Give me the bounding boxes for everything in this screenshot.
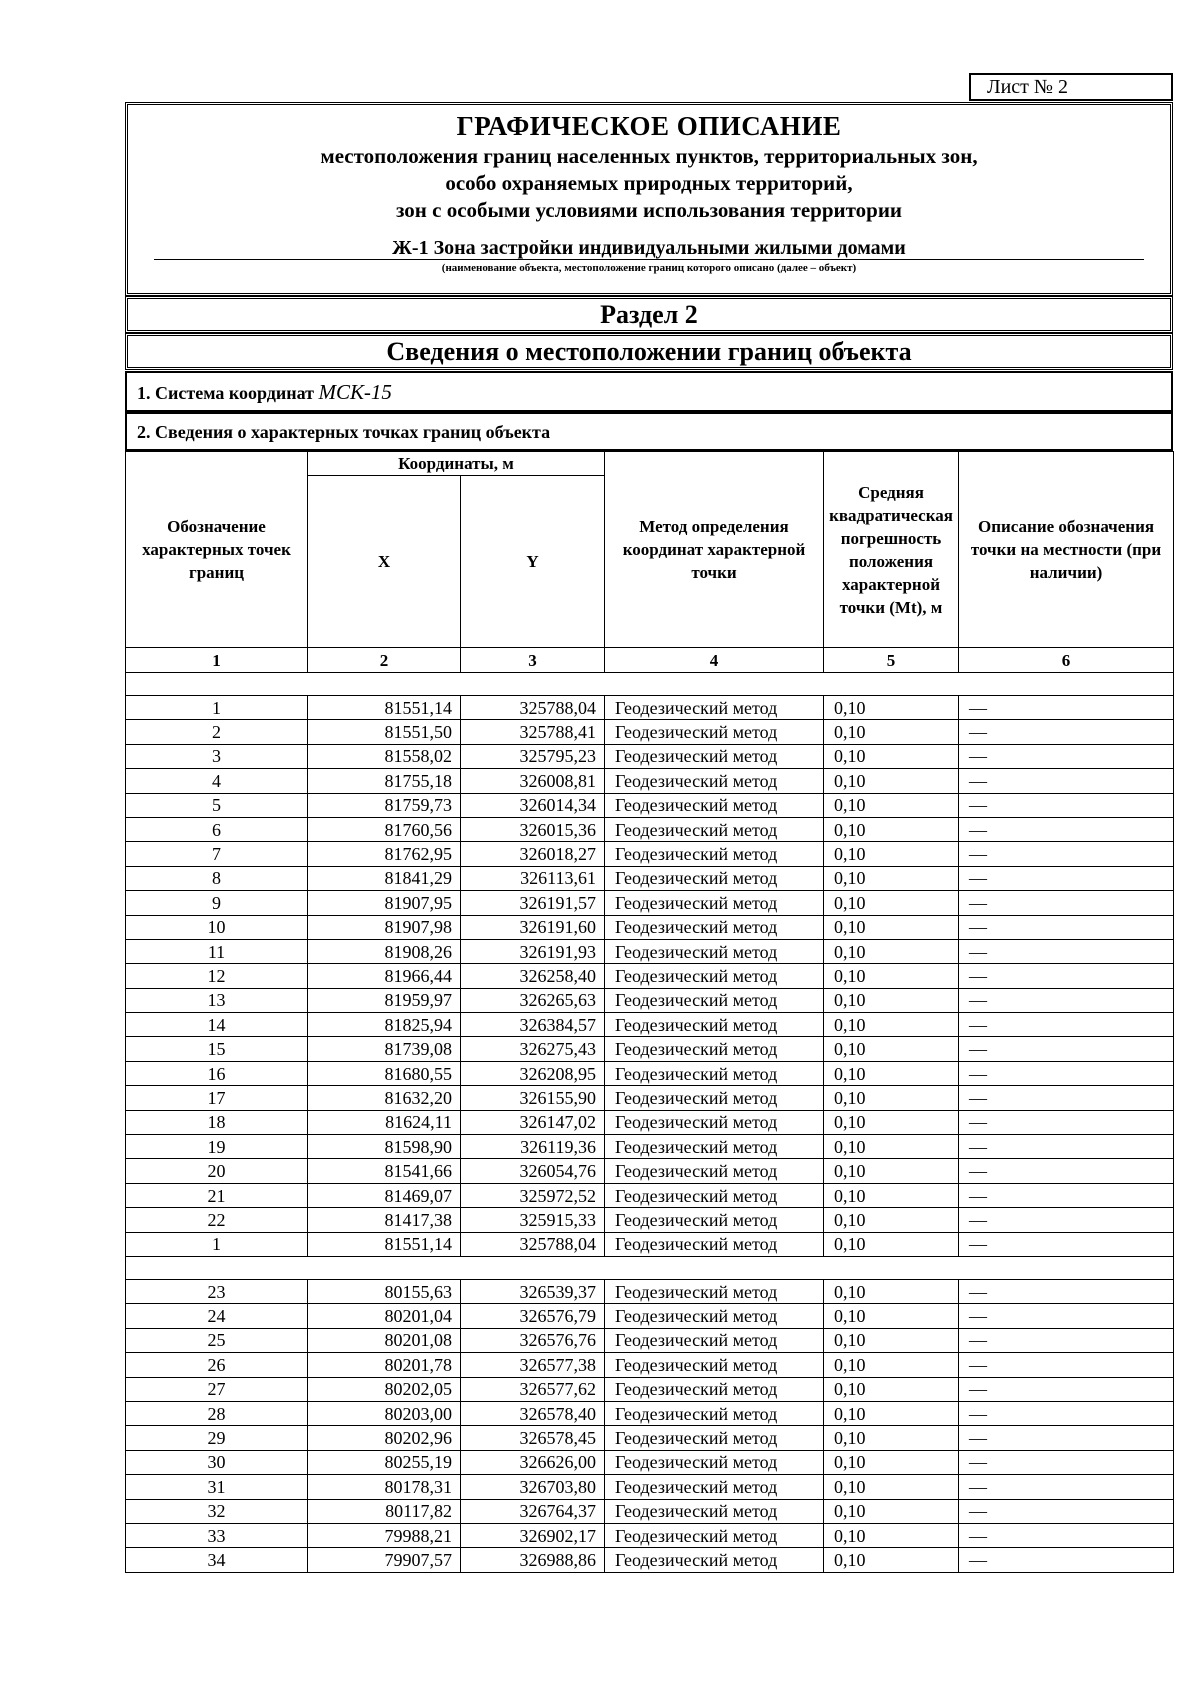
table-row: [126, 1377, 1174, 1401]
y-coordinate-cell: 326008,81: [461, 769, 605, 793]
header-description: Описание обозначения точки на местности (при наличии): [959, 452, 1174, 648]
error-cell: 0,10: [824, 1037, 959, 1061]
point-number-cell: 17: [126, 1086, 308, 1110]
point-number-cell: 4: [126, 769, 308, 793]
subtitle-line-3: зон с особыми условиями использования территории: [395, 198, 903, 222]
point-number-cell: 7: [126, 842, 308, 866]
x-coordinate-cell: 81551,14: [308, 1232, 461, 1256]
y-coordinate-cell: 326015,36: [461, 817, 605, 841]
table-row: [126, 1328, 1174, 1352]
table-row: [126, 696, 1174, 720]
method-cell: Геодезический метод: [605, 842, 824, 866]
column-number: 6: [959, 648, 1174, 673]
table-row: [126, 1475, 1174, 1499]
y-coordinate-cell: 326155,90: [461, 1086, 605, 1110]
method-cell: Геодезический метод: [605, 915, 824, 939]
point-number-cell: 1: [126, 696, 308, 720]
x-coordinate-cell: 81469,07: [308, 1183, 461, 1207]
y-coordinate-cell: 326764,37: [461, 1499, 605, 1523]
document-title: ГРАФИЧЕСКОЕ ОПИСАНИЕ: [456, 111, 842, 141]
table-row: [126, 1159, 1174, 1183]
error-cell: 0,10: [824, 1061, 959, 1085]
table-row: [126, 891, 1174, 915]
point-number-cell: 25: [126, 1328, 308, 1352]
column-number: 2: [308, 648, 461, 673]
subtitle-line-2: особо охраняемых природных территорий,: [445, 171, 853, 195]
column-number: 5: [824, 648, 959, 673]
x-coordinate-cell: 81680,55: [308, 1061, 461, 1085]
y-coordinate-cell: 326577,62: [461, 1377, 605, 1401]
x-coordinate-cell: 80203,00: [308, 1401, 461, 1425]
method-cell: Геодезический метод: [605, 1086, 824, 1110]
method-cell: Геодезический метод: [605, 1183, 824, 1207]
point-number-cell: 9: [126, 891, 308, 915]
description-cell: —: [959, 720, 1174, 744]
point-number-cell: 1: [126, 1232, 308, 1256]
table-row: [126, 817, 1174, 841]
x-coordinate-cell: 81551,14: [308, 696, 461, 720]
table-row: [126, 1548, 1174, 1572]
method-cell: Геодезический метод: [605, 744, 824, 768]
group-separator-cell: [126, 673, 1174, 696]
point-number-cell: 24: [126, 1304, 308, 1328]
method-cell: Геодезический метод: [605, 1499, 824, 1523]
y-coordinate-cell: 326626,00: [461, 1450, 605, 1474]
description-cell: —: [959, 842, 1174, 866]
y-coordinate-cell: 325788,41: [461, 720, 605, 744]
method-cell: Геодезический метод: [605, 964, 824, 988]
description-cell: —: [959, 891, 1174, 915]
y-coordinate-cell: 326147,02: [461, 1110, 605, 1134]
y-coordinate-cell: 326539,37: [461, 1279, 605, 1303]
header-x: X: [308, 476, 461, 648]
description-cell: —: [959, 1401, 1174, 1425]
y-coordinate-cell: 325972,52: [461, 1183, 605, 1207]
error-cell: 0,10: [824, 817, 959, 841]
point-number-cell: 11: [126, 939, 308, 963]
header-y: Y: [461, 476, 605, 648]
error-cell: 0,10: [824, 1328, 959, 1352]
point-number-cell: 15: [126, 1037, 308, 1061]
method-cell: Геодезический метод: [605, 1328, 824, 1352]
method-cell: Геодезический метод: [605, 1401, 824, 1425]
error-cell: 0,10: [824, 988, 959, 1012]
y-coordinate-cell: 325788,04: [461, 696, 605, 720]
x-coordinate-cell: 80117,82: [308, 1499, 461, 1523]
error-cell: 0,10: [824, 1353, 959, 1377]
x-coordinate-cell: 80201,78: [308, 1353, 461, 1377]
error-cell: 0,10: [824, 866, 959, 890]
x-coordinate-cell: 81755,18: [308, 769, 461, 793]
point-number-cell: 34: [126, 1548, 308, 1572]
y-coordinate-cell: 326384,57: [461, 1013, 605, 1037]
y-coordinate-cell: 326208,95: [461, 1061, 605, 1085]
x-coordinate-cell: 80255,19: [308, 1450, 461, 1474]
table-row: [126, 793, 1174, 817]
method-cell: Геодезический метод: [605, 769, 824, 793]
x-coordinate-cell: 79907,57: [308, 1548, 461, 1572]
description-cell: —: [959, 939, 1174, 963]
error-cell: 0,10: [824, 769, 959, 793]
x-coordinate-cell: 80202,05: [308, 1377, 461, 1401]
method-cell: Геодезический метод: [605, 1208, 824, 1232]
table-row: [126, 1013, 1174, 1037]
error-cell: 0,10: [824, 1499, 959, 1523]
x-coordinate-cell: 79988,21: [308, 1523, 461, 1547]
point-number-cell: 2: [126, 720, 308, 744]
sheet-number: Лист № 2: [969, 73, 1173, 101]
group-separator-row: [126, 673, 1174, 696]
y-coordinate-cell: 326576,76: [461, 1328, 605, 1352]
header-coords: Координаты, м: [308, 452, 605, 476]
table-row: [126, 939, 1174, 963]
x-coordinate-cell: 81417,38: [308, 1208, 461, 1232]
table-row: [126, 769, 1174, 793]
error-cell: 0,10: [824, 915, 959, 939]
error-cell: 0,10: [824, 1377, 959, 1401]
error-cell: 0,10: [824, 1401, 959, 1425]
column-number: 3: [461, 648, 605, 673]
x-coordinate-cell: 81959,97: [308, 988, 461, 1012]
x-coordinate-cell: 81841,29: [308, 866, 461, 890]
error-cell: 0,10: [824, 1475, 959, 1499]
document-header: [125, 102, 1173, 296]
table-row: [126, 866, 1174, 890]
column-number: 4: [605, 648, 824, 673]
table-row: [126, 1304, 1174, 1328]
method-cell: Геодезический метод: [605, 1377, 824, 1401]
table-row: [126, 1061, 1174, 1085]
error-cell: 0,10: [824, 696, 959, 720]
description-cell: —: [959, 1377, 1174, 1401]
coordinate-system-label: 1. Система координат: [137, 383, 314, 403]
coordinate-system-row: [125, 371, 1173, 412]
error-cell: 0,10: [824, 1548, 959, 1572]
point-number-cell: 5: [126, 793, 308, 817]
error-cell: 0,10: [824, 891, 959, 915]
method-cell: Геодезический метод: [605, 891, 824, 915]
point-number-cell: 21: [126, 1183, 308, 1207]
method-cell: Геодезический метод: [605, 720, 824, 744]
table-row: [126, 720, 1174, 744]
object-note: (наименование объекта, местоположение границ которого описано (далее – объект): [441, 262, 857, 274]
x-coordinate-cell: 81551,50: [308, 720, 461, 744]
x-coordinate-cell: 80178,31: [308, 1475, 461, 1499]
error-cell: 0,10: [824, 793, 959, 817]
table-row: [126, 744, 1174, 768]
point-number-cell: 8: [126, 866, 308, 890]
point-number-cell: 13: [126, 988, 308, 1012]
y-coordinate-cell: 326265,63: [461, 988, 605, 1012]
description-cell: —: [959, 817, 1174, 841]
x-coordinate-cell: 81558,02: [308, 744, 461, 768]
point-number-cell: 23: [126, 1279, 308, 1303]
table-row: [126, 1086, 1174, 1110]
method-cell: Геодезический метод: [605, 793, 824, 817]
description-cell: —: [959, 1208, 1174, 1232]
description-cell: —: [959, 1135, 1174, 1159]
error-cell: 0,10: [824, 1232, 959, 1256]
x-coordinate-cell: 81624,11: [308, 1110, 461, 1134]
table-row: [126, 1450, 1174, 1474]
method-cell: Геодезический метод: [605, 1523, 824, 1547]
error-cell: 0,10: [824, 1304, 959, 1328]
description-cell: —: [959, 988, 1174, 1012]
method-cell: Геодезический метод: [605, 1475, 824, 1499]
method-cell: Геодезический метод: [605, 1548, 824, 1572]
description-cell: —: [959, 793, 1174, 817]
y-coordinate-cell: 326578,45: [461, 1426, 605, 1450]
table-row: [126, 915, 1174, 939]
error-cell: 0,10: [824, 744, 959, 768]
object-name: Ж-1 Зона застройки индивидуальными жилыми домами: [154, 237, 1144, 260]
description-cell: —: [959, 1353, 1174, 1377]
point-number-cell: 31: [126, 1475, 308, 1499]
x-coordinate-cell: 81632,20: [308, 1086, 461, 1110]
method-cell: Геодезический метод: [605, 1110, 824, 1134]
y-coordinate-cell: 326576,79: [461, 1304, 605, 1328]
error-cell: 0,10: [824, 842, 959, 866]
x-coordinate-cell: 81760,56: [308, 817, 461, 841]
description-cell: —: [959, 1037, 1174, 1061]
table-row: [126, 1499, 1174, 1523]
x-coordinate-cell: 81598,90: [308, 1135, 461, 1159]
point-number-cell: 28: [126, 1401, 308, 1425]
error-cell: 0,10: [824, 1135, 959, 1159]
point-number-cell: 3: [126, 744, 308, 768]
y-coordinate-cell: 326191,93: [461, 939, 605, 963]
method-cell: Геодезический метод: [605, 817, 824, 841]
description-cell: —: [959, 1499, 1174, 1523]
header-method: Метод определения координат характерной точки: [605, 452, 824, 648]
error-cell: 0,10: [824, 1279, 959, 1303]
description-cell: —: [959, 1061, 1174, 1085]
point-number-cell: 20: [126, 1159, 308, 1183]
description-cell: —: [959, 1475, 1174, 1499]
y-coordinate-cell: 326577,38: [461, 1353, 605, 1377]
method-cell: Геодезический метод: [605, 1159, 824, 1183]
table-row: [126, 1426, 1174, 1450]
description-cell: —: [959, 1013, 1174, 1037]
point-number-cell: 6: [126, 817, 308, 841]
method-cell: Геодезический метод: [605, 1304, 824, 1328]
y-coordinate-cell: 325795,23: [461, 744, 605, 768]
method-cell: Геодезический метод: [605, 696, 824, 720]
method-cell: Геодезический метод: [605, 866, 824, 890]
x-coordinate-cell: 80201,04: [308, 1304, 461, 1328]
point-number-cell: 16: [126, 1061, 308, 1085]
description-cell: —: [959, 1328, 1174, 1352]
description-cell: —: [959, 1304, 1174, 1328]
description-cell: —: [959, 915, 1174, 939]
error-cell: 0,10: [824, 1183, 959, 1207]
column-number: 1: [126, 648, 308, 673]
description-cell: —: [959, 1183, 1174, 1207]
point-number-cell: 32: [126, 1499, 308, 1523]
x-coordinate-cell: 81907,95: [308, 891, 461, 915]
y-coordinate-cell: 326014,34: [461, 793, 605, 817]
points-table: [125, 451, 1174, 1573]
description-cell: —: [959, 866, 1174, 890]
method-cell: Геодезический метод: [605, 988, 824, 1012]
method-cell: Геодезический метод: [605, 1279, 824, 1303]
point-number-cell: 14: [126, 1013, 308, 1037]
table-row: [126, 1401, 1174, 1425]
description-cell: —: [959, 1110, 1174, 1134]
error-cell: 0,10: [824, 964, 959, 988]
error-cell: 0,10: [824, 1450, 959, 1474]
y-coordinate-cell: 326018,27: [461, 842, 605, 866]
point-number-cell: 12: [126, 964, 308, 988]
error-cell: 0,10: [824, 720, 959, 744]
points-heading: 2. Сведения о характерных точках границ объекта: [125, 412, 1173, 451]
x-coordinate-cell: 80201,08: [308, 1328, 461, 1352]
table-row: [126, 1232, 1174, 1256]
error-cell: 0,10: [824, 1110, 959, 1134]
error-cell: 0,10: [824, 939, 959, 963]
error-cell: 0,10: [824, 1523, 959, 1547]
y-coordinate-cell: 326191,57: [461, 891, 605, 915]
header-point: Обозначение характерных точек границ: [126, 452, 308, 648]
method-cell: Геодезический метод: [605, 1450, 824, 1474]
description-cell: —: [959, 1450, 1174, 1474]
description-cell: —: [959, 1159, 1174, 1183]
error-cell: 0,10: [824, 1159, 959, 1183]
error-cell: 0,10: [824, 1013, 959, 1037]
description-cell: —: [959, 964, 1174, 988]
y-coordinate-cell: 326258,40: [461, 964, 605, 988]
group-separator-cell: [126, 1256, 1174, 1279]
point-number-cell: 18: [126, 1110, 308, 1134]
point-number-cell: 33: [126, 1523, 308, 1547]
method-cell: Геодезический метод: [605, 1135, 824, 1159]
y-coordinate-cell: 325788,04: [461, 1232, 605, 1256]
x-coordinate-cell: 81762,95: [308, 842, 461, 866]
point-number-cell: 26: [126, 1353, 308, 1377]
method-cell: Геодезический метод: [605, 1061, 824, 1085]
y-coordinate-cell: 326113,61: [461, 866, 605, 890]
y-coordinate-cell: 326703,80: [461, 1475, 605, 1499]
method-cell: Геодезический метод: [605, 1353, 824, 1377]
method-cell: Геодезический метод: [605, 1037, 824, 1061]
y-coordinate-cell: 326191,60: [461, 915, 605, 939]
description-cell: —: [959, 696, 1174, 720]
description-cell: —: [959, 744, 1174, 768]
point-number-cell: 30: [126, 1450, 308, 1474]
table-row: [126, 1353, 1174, 1377]
y-coordinate-cell: 326902,17: [461, 1523, 605, 1547]
point-number-cell: 29: [126, 1426, 308, 1450]
error-cell: 0,10: [824, 1208, 959, 1232]
y-coordinate-cell: 326119,36: [461, 1135, 605, 1159]
section-subtitle: Сведения о местоположении границ объекта: [125, 333, 1173, 370]
points-table-body: [126, 673, 1174, 1573]
method-cell: Геодезический метод: [605, 939, 824, 963]
x-coordinate-cell: 81907,98: [308, 915, 461, 939]
table-row: [126, 1523, 1174, 1547]
error-cell: 0,10: [824, 1426, 959, 1450]
description-cell: —: [959, 769, 1174, 793]
table-row: [126, 1110, 1174, 1134]
description-cell: —: [959, 1279, 1174, 1303]
description-cell: —: [959, 1548, 1174, 1572]
y-coordinate-cell: 326054,76: [461, 1159, 605, 1183]
y-coordinate-cell: 326275,43: [461, 1037, 605, 1061]
x-coordinate-cell: 81825,94: [308, 1013, 461, 1037]
error-cell: 0,10: [824, 1086, 959, 1110]
y-coordinate-cell: 326578,40: [461, 1401, 605, 1425]
table-row: [126, 1183, 1174, 1207]
point-number-cell: 22: [126, 1208, 308, 1232]
x-coordinate-cell: 80202,96: [308, 1426, 461, 1450]
description-cell: —: [959, 1426, 1174, 1450]
description-cell: —: [959, 1232, 1174, 1256]
table-row: [126, 842, 1174, 866]
header-error: Средняя квадратическая погрешность положения характерной точки (Mt), м: [824, 452, 959, 648]
table-row: [126, 1208, 1174, 1232]
table-row: [126, 1279, 1174, 1303]
method-cell: Геодезический метод: [605, 1232, 824, 1256]
subtitle-line-1: местоположения границ населенных пунктов, территориальных зон,: [320, 144, 978, 168]
table-row: [126, 1135, 1174, 1159]
table-row: [126, 988, 1174, 1012]
section-title: Раздел 2: [125, 296, 1173, 333]
y-coordinate-cell: 325915,33: [461, 1208, 605, 1232]
method-cell: Геодезический метод: [605, 1426, 824, 1450]
method-cell: Геодезический метод: [605, 1013, 824, 1037]
table-row: [126, 1037, 1174, 1061]
x-coordinate-cell: 81541,66: [308, 1159, 461, 1183]
description-cell: —: [959, 1523, 1174, 1547]
y-coordinate-cell: 326988,86: [461, 1548, 605, 1572]
x-coordinate-cell: 81908,26: [308, 939, 461, 963]
x-coordinate-cell: 81759,73: [308, 793, 461, 817]
table-row: [126, 964, 1174, 988]
x-coordinate-cell: 80155,63: [308, 1279, 461, 1303]
point-number-cell: 27: [126, 1377, 308, 1401]
group-separator-row: [126, 1256, 1174, 1279]
point-number-cell: 19: [126, 1135, 308, 1159]
x-coordinate-cell: 81966,44: [308, 964, 461, 988]
description-cell: —: [959, 1086, 1174, 1110]
point-number-cell: 10: [126, 915, 308, 939]
x-coordinate-cell: 81739,08: [308, 1037, 461, 1061]
coordinate-system-value: МСК-15: [318, 380, 392, 404]
